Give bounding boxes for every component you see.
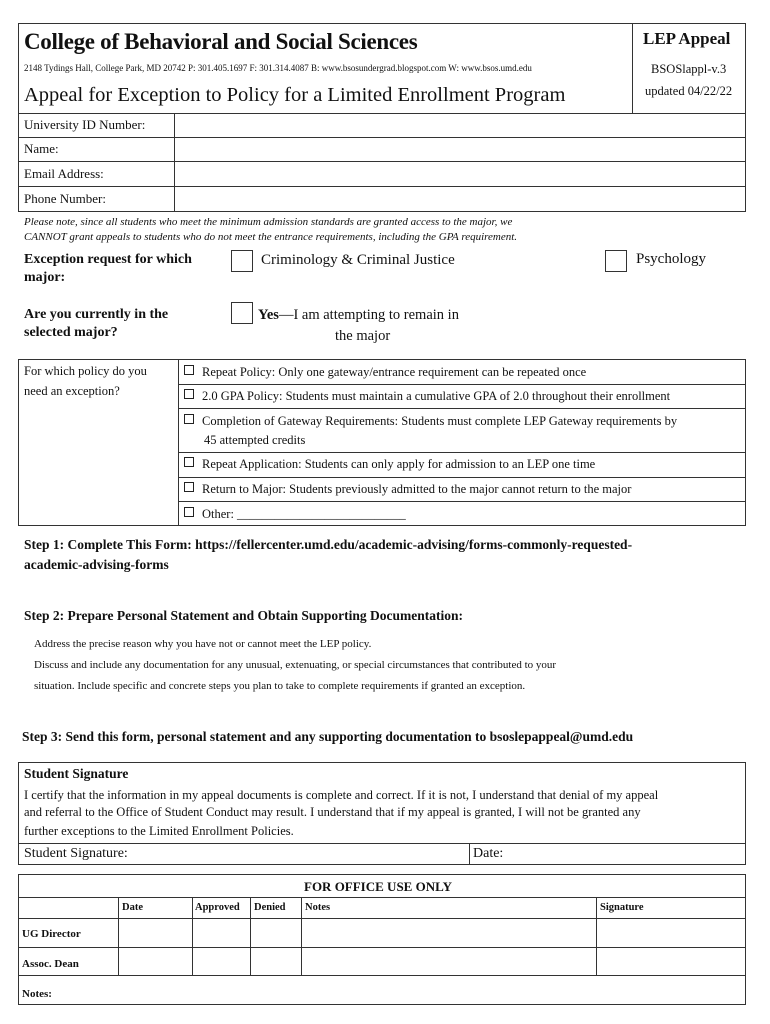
name-label: Name: [24, 141, 59, 156]
yes-rest: —I am attempting to remain in [278, 307, 459, 323]
step-2-title: Step 2: Prepare Personal Statement and Obtain Supporting Documentation: [24, 608, 464, 623]
policy-row-separator [178, 452, 746, 453]
office-use-title: FOR OFFICE USE ONLY [304, 879, 452, 894]
repeat-policy-option[interactable]: Repeat Policy: Only one gateway/entrance requirement can be repeated once [184, 365, 586, 380]
major-question-line-2: major: [24, 270, 66, 285]
phone-label: Phone Number: [24, 191, 106, 206]
office-row-separator [18, 918, 746, 919]
office-col-divider [118, 897, 119, 975]
notice-line-2: CANNOT grant appeals to students who do not meet the entrance requirements, including the GPA requirement. [24, 231, 518, 243]
col-denied: Denied [254, 902, 286, 913]
name-field[interactable] [176, 138, 744, 160]
policy-question-line-2: need an exception? [24, 384, 120, 398]
row-assoc-dean: Assoc. Dean [22, 958, 79, 970]
yes-bold: Yes [258, 307, 279, 323]
office-col-divider [596, 897, 597, 975]
criminology-checkbox[interactable] [231, 250, 253, 272]
checkbox-icon[interactable] [184, 457, 194, 467]
step-2-text-2: Discuss and include any documentation for any unusual, extenuating, or special circumstances that contributed to your [34, 659, 557, 671]
office-row-separator [18, 975, 746, 976]
col-signature: Signature [600, 902, 644, 913]
step-1-line-2: academic-advising-forms [24, 557, 169, 572]
policy-row-separator [178, 408, 746, 409]
office-row-separator [18, 947, 746, 948]
col-approved: Approved [195, 902, 240, 913]
step-2-text-1: Address the precise reason why you have not or cannot meet the LEP policy. [34, 638, 372, 650]
repeat-application-option[interactable]: Repeat Application: Students can only apply for admission to an LEP one time [184, 457, 595, 472]
policy-row-separator [178, 501, 746, 502]
row-ug-director: UG Director [22, 928, 81, 940]
checkbox-icon[interactable] [184, 414, 194, 424]
college-name: College of Behavioral and Social Sciences [24, 29, 418, 54]
email-field[interactable] [176, 162, 744, 185]
certification-text-2: and referral to the Office of Student Conduct may result. I understand that if my appeal is granted, I will not be granted any [24, 805, 641, 819]
step-2-text-3: situation. Include specific and concrete steps you plan to take to complete requirements if granted an exception. [34, 680, 526, 692]
gateway-requirements-option[interactable]: Completion of Gateway Requirements: Students must complete LEP Gateway requirements by [184, 414, 677, 429]
university-id-label: University ID Number: [24, 117, 146, 132]
form-title: Appeal for Exception to Policy for a Limited Enrollment Program [24, 84, 566, 106]
email-label: Email Address: [24, 166, 104, 181]
office-header-separator [18, 897, 746, 898]
office-col-divider [301, 897, 302, 975]
other-option[interactable]: Other: ___________________________ [184, 507, 406, 522]
student-signature-label: Student Signature: [24, 846, 128, 861]
return-to-major-option[interactable]: Return to Major: Students previously admitted to the major cannot return to the major [184, 482, 631, 497]
checkbox-icon[interactable] [184, 365, 194, 375]
col-notes: Notes [305, 902, 331, 913]
certification-text-3: further exceptions to the Limited Enrollment Policies. [24, 824, 294, 838]
psychology-label: Psychology [636, 251, 707, 267]
office-notes-label: Notes: [22, 988, 52, 1000]
office-col-divider [192, 897, 193, 975]
checkbox-icon[interactable] [184, 482, 194, 492]
notice-line-1: Please note, since all students who meet the minimum admission standards are granted access to the major, we [24, 216, 513, 228]
col-date: Date [122, 902, 143, 913]
criminology-label: Criminology & Criminal Justice [261, 252, 455, 268]
yes-checkbox[interactable] [231, 302, 253, 324]
psychology-checkbox[interactable] [605, 250, 627, 272]
major-question: Exception request for which [24, 252, 192, 267]
current-major-question-line-2: selected major? [24, 325, 118, 340]
policy-row-separator [178, 477, 746, 478]
checkbox-icon[interactable] [184, 389, 194, 399]
student-info-divider [174, 113, 175, 212]
policy-row-separator [178, 384, 746, 385]
signature-date-divider [469, 843, 470, 865]
step-3: Step 3: Send this form, personal statement and any supporting documentation to bsoslepappeal@umd.edu [22, 729, 634, 744]
address-line: 2148 Tydings Hall, College Park, MD 20742 P: 301.405.1697 F: 301.314.4087 B: www.bsosundergrad.blogspot.com W: www.bsos.umd.edu [24, 63, 532, 73]
step-1: Step 1: Complete This Form: https://fellercenter.umd.edu/academic-advising/forms-commonly-requested- [24, 537, 633, 552]
policy-question: For which policy do you [24, 364, 147, 378]
university-id-field[interactable] [176, 114, 744, 136]
header-divider [632, 23, 633, 114]
phone-field[interactable] [176, 187, 744, 211]
certification-text-1: I certify that the information in my appeal documents is complete and correct. If it is not, I understand that denial of my appeal [24, 788, 659, 802]
signature-title: Student Signature [24, 766, 129, 781]
gpa-policy-option[interactable]: 2.0 GPA Policy: Students must maintain a cumulative GPA of 2.0 throughout their enrollment [184, 389, 670, 404]
form-code: BSOSlappl-v.3 [651, 62, 727, 76]
lep-appeal-badge: LEP Appeal [643, 29, 731, 48]
yes-label [258, 307, 459, 324]
date-label: Date: [473, 846, 504, 861]
checkbox-icon[interactable] [184, 507, 194, 517]
current-major-question: Are you currently in the [24, 307, 169, 322]
yes-label-line-2: the major [335, 328, 391, 344]
student-signature-field[interactable] [140, 844, 466, 864]
gateway-requirements-line-2: 45 attempted credits [204, 433, 306, 447]
updated-date: updated 04/22/22 [645, 84, 733, 98]
date-field[interactable] [512, 844, 744, 864]
office-col-divider [250, 897, 251, 975]
